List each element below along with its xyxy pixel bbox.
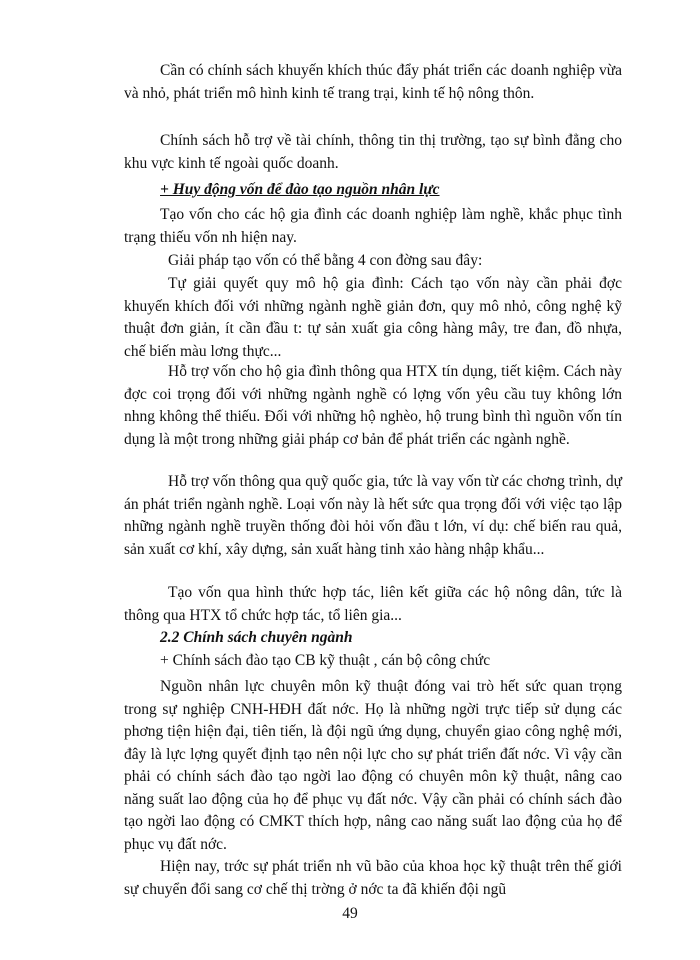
section-heading-capital-mobilization: + Huy động vốn để đào tạo nguồn nhân lực <box>160 181 440 198</box>
paragraph-financial-support: Chính sách hỗ trợ về tài chính, thông tin thị trường, tạo sự bình đẳng cho khu vực kinh tế ngoài quốc doanh. <box>124 132 622 172</box>
page-number: 49 <box>342 905 358 922</box>
paragraph-household-self-funding: Tự giải quyết quy mô hộ gia đình: Cách tạo vốn này cần phải đợc khuyến khích đối với những ngành nghề giản đơn, quy mô nhỏ, công nghệ kỹ thuật đơn giản, ít cần đầu t: tự sản xuất gia công hàng mây, tre đan, đồ nhựa, chế biến màu lơng thực... <box>124 275 622 360</box>
paragraph-credit-cooperative: Hỗ trợ vốn cho hộ gia đình thông qua HTX tín dụng, tiết kiệm. Cách này đợc coi trọng đối với những ngành nghề có lợng vốn yêu cầu tuy không lớn nhng không thể thiếu. Đối với những hộ nghèo, hộ trung bình thì nguồn vốn tín dụng là một trong những giải pháp cơ bản để phát triển các ngành nghề. <box>124 363 622 448</box>
paragraph-capital-creation: Tạo vốn cho các hộ gia đình các doanh nghiệp làm nghề, khắc phục tình trạng thiếu vốn nh hiện nay. <box>124 206 622 246</box>
section-heading-2-2: 2.2 Chính sách chuyên ngành <box>160 629 353 646</box>
paragraph-national-fund: Hỗ trợ vốn thông qua quỹ quốc gia, tức là vay vốn từ các chơng trình, dự án phát triển ngành nghề. Loại vốn này là hết sức qua trọng đối với việc tạo lập những ngành nghề truyền thống đòi hỏi vốn đầu t lớn, ví dụ: chế biến rau quả, sản xuất cơ khí, xây dựng, sản xuất hàng tinh xảo hàng nhập khẩu... <box>124 473 622 558</box>
paragraph-four-ways: Giải pháp tạo vốn có thể bằng 4 con đờng sau đây: <box>168 252 483 269</box>
subheading-training-policy: + Chính sách đào tạo CB kỹ thuật , cán bộ công chức <box>160 652 491 669</box>
paragraph-technical-workforce: Nguồn nhân lực chuyên môn kỹ thuật đóng vai trò hết sức quan trọng trong sự nghiệp CNH-HĐH đất nớc. Họ là những ngời trực tiếp sử dụng các phơng tiện hiện đại, tiên tiến, là đội ngũ ứng dụng, chuyển giao công nghệ mới, đây là lực lợng quyết định tạo nên nội lực cho sự phát triển đất nớc. Vì vậy cần phải có chính sách đào tạo ngời lao động có chuyên môn kỹ thuật, nâng cao năng suất lao động của họ để phục vụ đất nớc. Vậy cần phải có chính sách đào tạo ngời lao động có CMKT thích hợp, nâng cao năng suất lao động của họ để phục vụ đất nớc. <box>124 678 622 853</box>
paragraph-cooperation: Tạo vốn qua hình thức hợp tác, liên kết giữa các hộ nông dân, tức là thông qua HTX tổ chức hợp tác, tổ liên gia... <box>124 584 622 624</box>
paragraph-sme-policy: Cần có chính sách khuyến khích thúc đẩy phát triển các doanh nghiệp vừa và nhỏ, phát triển mô hình kinh tế trang trại, kinh tế hộ nông thôn. <box>124 62 622 102</box>
paragraph-current-situation: Hiện nay, trớc sự phát triển nh vũ bão của khoa học kỹ thuật trên thế giới sự chuyển đổi sang cơ chế thị trờng ở nớc ta đã khiến đội ngũ <box>124 858 622 898</box>
